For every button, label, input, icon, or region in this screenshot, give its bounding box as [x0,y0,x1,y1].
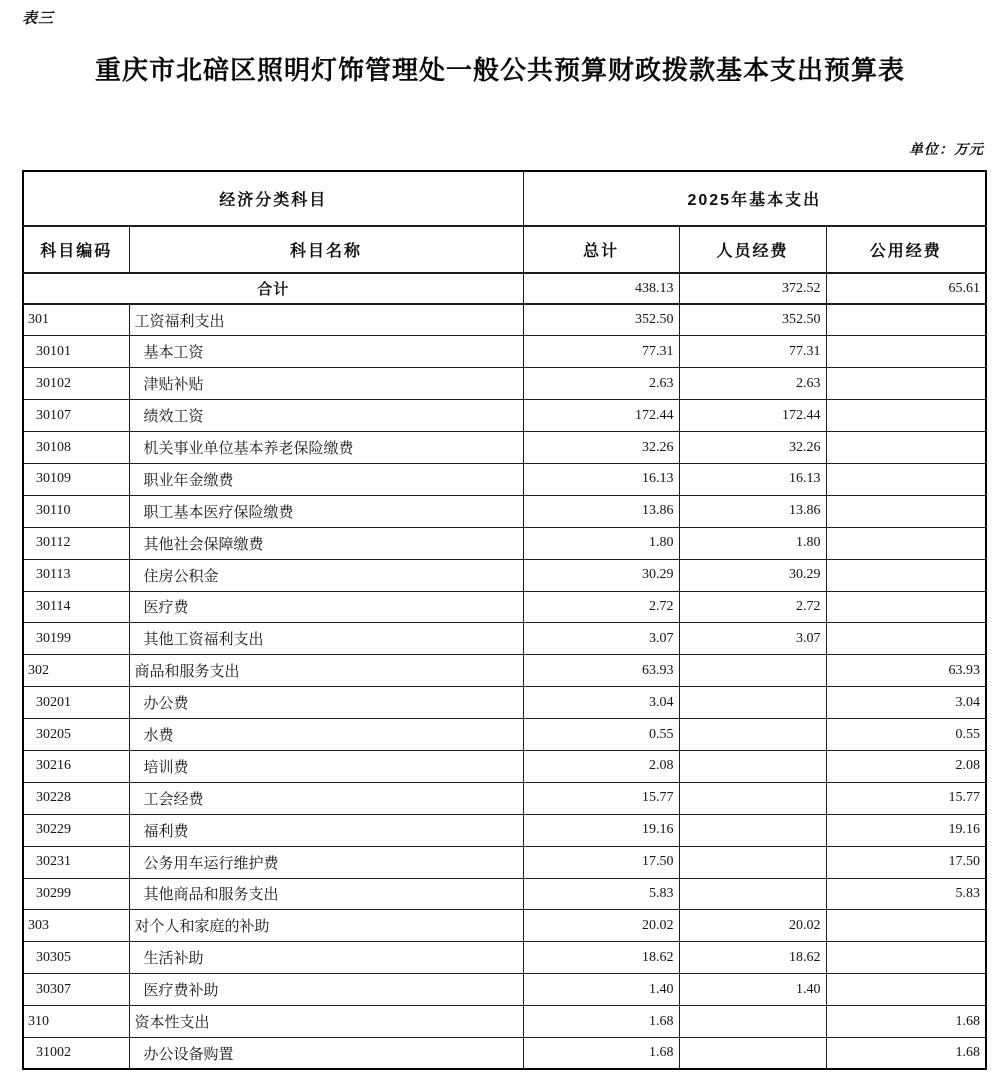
subject-code-cell: 30201 [23,687,129,719]
total-cell: 19.16 [523,814,679,846]
public-funds-cell: 1.68 [826,1037,986,1069]
personnel-funds-cell [679,655,826,687]
table-row [23,591,986,623]
subject-name-cell: 其他社会保障缴费 [129,527,523,559]
total-cell: 30.29 [523,559,679,591]
public-funds-cell [826,400,986,432]
table-row [23,655,986,687]
public-funds-cell [826,942,986,974]
column-header-public-funds: 公用经费 [826,226,986,273]
header-columns-row [23,226,986,273]
table-row [23,495,986,527]
public-funds-cell [826,432,986,464]
subject-code-cell: 31002 [23,1037,129,1069]
table-row [23,974,986,1006]
public-funds-cell [826,910,986,942]
public-funds-cell [826,463,986,495]
personnel-funds-cell [679,814,826,846]
total-cell: 15.77 [523,782,679,814]
subject-code-cell: 30109 [23,463,129,495]
public-funds-cell [826,368,986,400]
table-row [23,1006,986,1038]
personnel-funds-cell: 77.31 [679,336,826,368]
table-row [23,782,986,814]
subject-name-cell: 福利费 [129,814,523,846]
personnel-funds-cell: 1.40 [679,974,826,1006]
subject-name-cell: 医疗费 [129,591,523,623]
personnel-funds-cell [679,1006,826,1038]
personnel-funds-cell: 172.44 [679,400,826,432]
unit-label: 单位：万元 [909,143,984,158]
personnel-funds-cell [679,750,826,782]
table-row [23,846,986,878]
personnel-funds-cell: 16.13 [679,463,826,495]
subject-name-cell: 公务用车运行维护费 [129,846,523,878]
subject-name-cell: 培训费 [129,750,523,782]
table-row [23,304,986,336]
public-funds-cell: 63.93 [826,655,986,687]
table-number-tag: 表三 [22,11,55,27]
total-cell: 18.62 [523,942,679,974]
grand-total-public: 65.61 [826,273,986,304]
budget-table [22,170,987,1070]
subject-name-cell: 生活补助 [129,942,523,974]
total-cell: 3.04 [523,687,679,719]
subject-name-cell: 津贴补贴 [129,368,523,400]
personnel-funds-cell [679,1037,826,1069]
subject-code-cell: 30307 [23,974,129,1006]
public-funds-cell [826,336,986,368]
total-cell: 20.02 [523,910,679,942]
personnel-funds-cell [679,878,826,910]
table-row [23,432,986,464]
subject-code-cell: 30108 [23,432,129,464]
table-row [23,623,986,655]
subject-name-cell: 绩效工资 [129,400,523,432]
subject-code-cell: 30229 [23,814,129,846]
table-row [23,400,986,432]
column-header-subject-code: 科目编码 [23,226,129,273]
table-row [23,368,986,400]
header-subject-classification: 经济分类科目 [23,171,523,226]
grand-total-total: 438.13 [523,273,679,304]
subject-code-cell: 30299 [23,878,129,910]
subject-code-cell: 303 [23,910,129,942]
subject-code-cell: 30305 [23,942,129,974]
table-row [23,750,986,782]
subject-name-cell: 机关事业单位基本养老保险缴费 [129,432,523,464]
total-cell: 2.63 [523,368,679,400]
subject-code-cell: 30107 [23,400,129,432]
total-cell: 63.93 [523,655,679,687]
personnel-funds-cell: 1.80 [679,527,826,559]
total-cell: 2.08 [523,750,679,782]
personnel-funds-cell: 3.07 [679,623,826,655]
personnel-funds-cell [679,782,826,814]
subject-code-cell: 301 [23,304,129,336]
public-funds-cell [826,974,986,1006]
subject-code-cell: 302 [23,655,129,687]
subject-code-cell: 30216 [23,750,129,782]
subject-code-cell: 30199 [23,623,129,655]
subject-code-cell: 30110 [23,495,129,527]
table-body [23,273,986,1069]
table-row [23,942,986,974]
grand-total-personnel: 372.52 [679,273,826,304]
table-row [23,878,986,910]
total-cell: 32.26 [523,432,679,464]
subject-code-cell: 310 [23,1006,129,1038]
subject-code-cell: 30228 [23,782,129,814]
subject-code-cell: 30102 [23,368,129,400]
subject-code-cell: 30231 [23,846,129,878]
table-row [23,559,986,591]
public-funds-cell: 0.55 [826,719,986,751]
subject-name-cell: 对个人和家庭的补助 [129,910,523,942]
subject-name-cell: 工资福利支出 [129,304,523,336]
public-funds-cell: 15.77 [826,782,986,814]
subject-name-cell: 医疗费补助 [129,974,523,1006]
table-row [23,463,986,495]
subject-name-cell: 水费 [129,719,523,751]
column-header-personnel-funds: 人员经费 [679,226,826,273]
header-2025-basic-expenditure: 2025年基本支出 [523,171,986,226]
personnel-funds-cell: 2.63 [679,368,826,400]
total-cell: 17.50 [523,846,679,878]
public-funds-cell: 5.83 [826,878,986,910]
grand-total-label: 合计 [23,273,523,304]
table-row [23,527,986,559]
table-header [23,171,986,273]
table-row [23,687,986,719]
personnel-funds-cell [679,687,826,719]
subject-code-cell: 30114 [23,591,129,623]
public-funds-cell [826,559,986,591]
personnel-funds-cell: 18.62 [679,942,826,974]
total-cell: 352.50 [523,304,679,336]
public-funds-cell [826,304,986,336]
personnel-funds-cell: 32.26 [679,432,826,464]
total-cell: 2.72 [523,591,679,623]
total-cell: 1.40 [523,974,679,1006]
total-cell: 16.13 [523,463,679,495]
public-funds-cell: 1.68 [826,1006,986,1038]
public-funds-cell: 17.50 [826,846,986,878]
personnel-funds-cell: 2.72 [679,591,826,623]
total-cell: 172.44 [523,400,679,432]
subject-name-cell: 住房公积金 [129,559,523,591]
public-funds-cell: 3.04 [826,687,986,719]
personnel-funds-cell: 352.50 [679,304,826,336]
total-cell: 5.83 [523,878,679,910]
total-cell: 0.55 [523,719,679,751]
column-header-subject-name: 科目名称 [129,226,523,273]
total-cell: 77.31 [523,336,679,368]
subject-name-cell: 其他商品和服务支出 [129,878,523,910]
subject-name-cell: 其他工资福利支出 [129,623,523,655]
header-group-row [23,171,986,226]
subject-code-cell: 30113 [23,559,129,591]
grand-total-row [23,273,986,304]
subject-code-cell: 30112 [23,527,129,559]
subject-name-cell: 基本工资 [129,336,523,368]
personnel-funds-cell: 20.02 [679,910,826,942]
subject-name-cell: 商品和服务支出 [129,655,523,687]
personnel-funds-cell: 30.29 [679,559,826,591]
subject-name-cell: 职业年金缴费 [129,463,523,495]
subject-name-cell: 办公费 [129,687,523,719]
table-row [23,814,986,846]
total-cell: 1.68 [523,1037,679,1069]
public-funds-cell: 2.08 [826,750,986,782]
subject-name-cell: 工会经费 [129,782,523,814]
total-cell: 3.07 [523,623,679,655]
table-row [23,1037,986,1069]
page-title: 重庆市北碚区照明灯饰管理处一般公共预算财政拨款基本支出预算表 [94,55,905,85]
public-funds-cell [826,591,986,623]
subject-name-cell: 资本性支出 [129,1006,523,1038]
column-header-total: 总计 [523,226,679,273]
personnel-funds-cell: 13.86 [679,495,826,527]
total-cell: 1.68 [523,1006,679,1038]
public-funds-cell: 19.16 [826,814,986,846]
public-funds-cell [826,623,986,655]
total-cell: 13.86 [523,495,679,527]
table-row [23,336,986,368]
table-row [23,910,986,942]
subject-code-cell: 30205 [23,719,129,751]
subject-name-cell: 办公设备购置 [129,1037,523,1069]
personnel-funds-cell [679,719,826,751]
subject-code-cell: 30101 [23,336,129,368]
public-funds-cell [826,527,986,559]
total-cell: 1.80 [523,527,679,559]
subject-name-cell: 职工基本医疗保险缴费 [129,495,523,527]
table-row [23,719,986,751]
personnel-funds-cell [679,846,826,878]
public-funds-cell [826,495,986,527]
